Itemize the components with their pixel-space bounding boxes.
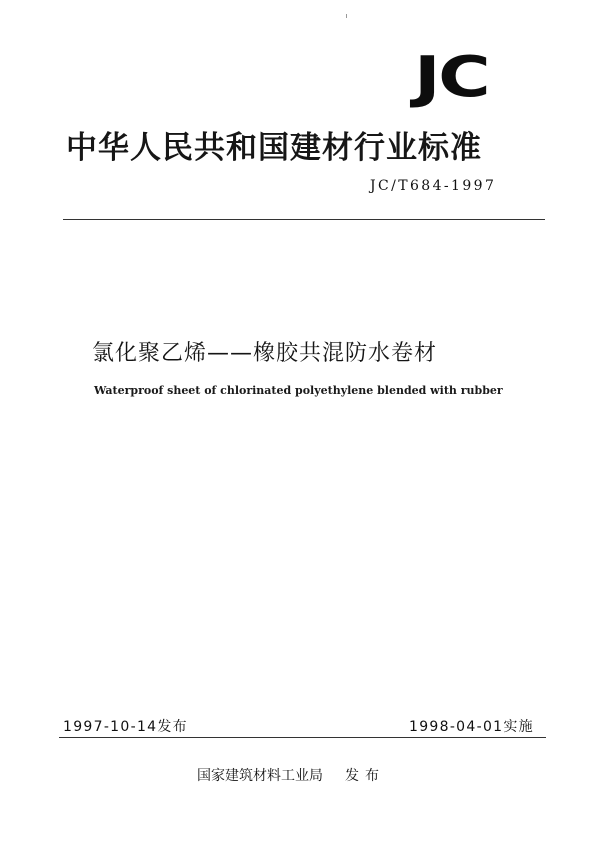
jc-logo: JC [414, 45, 489, 110]
organization-title: 中华人民共和国建材行业标准 [66, 130, 482, 166]
publisher-action: 发布 [345, 768, 385, 784]
publisher-name: 国家建筑材料工业局 [197, 768, 323, 784]
implementation-date: 1998-04-01实施 [409, 719, 534, 735]
chinese-document-title: 氯化聚乙烯——橡胶共混防水卷材 [92, 341, 438, 366]
footer-divider [59, 737, 546, 738]
scan-speck [346, 14, 347, 18]
publisher-line [197, 765, 385, 785]
standard-number: JC/T684-1997 [370, 178, 497, 194]
english-document-title: Waterproof sheet of chlorinated polyethylene blended with rubber [94, 384, 503, 397]
header-divider [63, 219, 545, 220]
issue-date: 1997-10-14发布 [63, 719, 188, 735]
